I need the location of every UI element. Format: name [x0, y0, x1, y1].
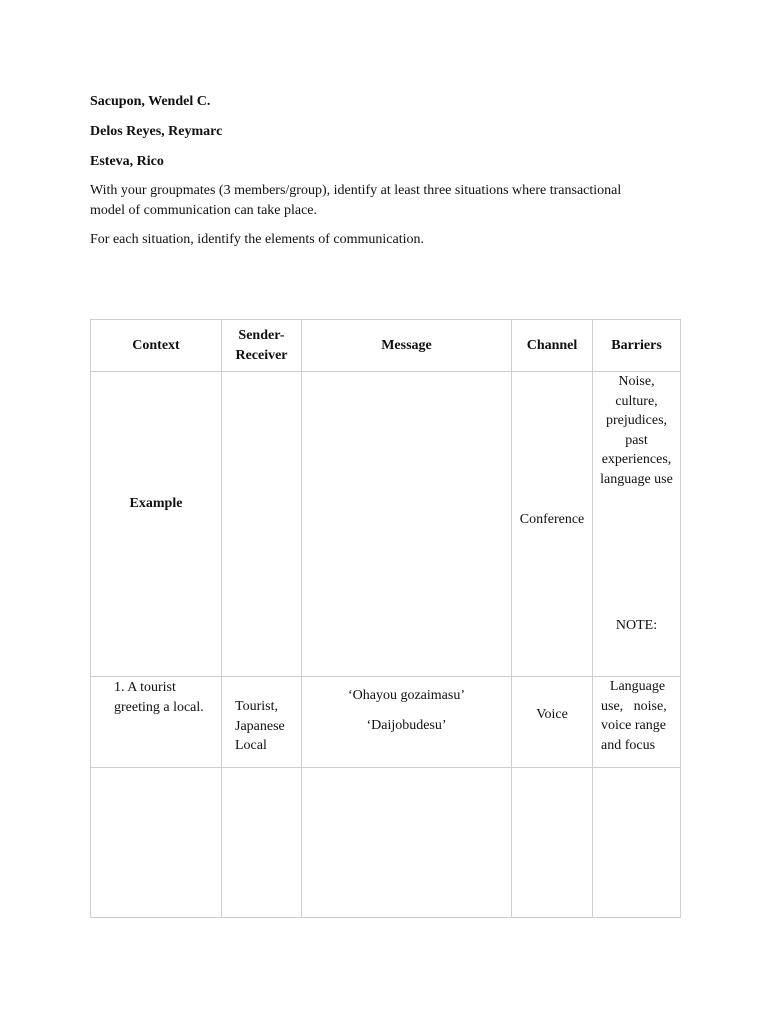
header-sender-line: Sender- — [238, 328, 285, 343]
row1-sender-text — [235, 697, 285, 756]
barrier-line: Noise, — [618, 374, 655, 389]
barrier-line: and focus — [601, 737, 656, 753]
barrier-line: prejudices, — [605, 413, 668, 428]
header-channel: Channel — [512, 320, 593, 372]
cell-row2-barriers — [593, 768, 681, 918]
row1-message-1: ‘Ohayou gozaimasu’ — [347, 688, 466, 703]
barrier-line: culture, — [615, 393, 658, 409]
cell-row2-context — [91, 768, 222, 918]
barrier-line: voice range — [601, 718, 666, 733]
example-label: Example — [129, 496, 183, 511]
cell-example-barriers — [593, 372, 681, 677]
cell-row2-channel — [512, 768, 593, 918]
barrier-line: language use — [600, 471, 673, 487]
barrier-line: experiences, — [601, 452, 672, 467]
barrier-line: past — [625, 432, 648, 448]
cell-row1-sender — [222, 677, 302, 768]
cell-row2-sender — [222, 768, 302, 918]
example-channel-text: Conference — [519, 512, 585, 527]
row1-context-text — [114, 678, 204, 717]
barrier-line: use, noise, — [601, 698, 667, 714]
context-line: 1. A tourist — [114, 680, 176, 695]
sender-line: Japanese — [235, 718, 285, 734]
header-message: Message — [302, 320, 512, 372]
sender-line: Local — [235, 738, 267, 753]
communication-table — [90, 319, 681, 918]
cell-example-channel — [512, 372, 593, 677]
header-sender-receiver — [222, 320, 302, 372]
author-name-2: Delos Reyes, Reymarc — [90, 124, 223, 139]
row1-message-2: ‘Daijobudesu’ — [366, 718, 447, 733]
table-row-example — [91, 372, 681, 677]
header-receiver-line: Receiver — [235, 347, 288, 363]
row1-barriers-text — [601, 677, 674, 755]
instruction-paragraph — [90, 181, 690, 221]
header-barriers: Barriers — [593, 320, 681, 372]
instruction-paragraph-2: For each situation, identify the elements of communication. — [90, 232, 424, 247]
row1-channel-text: Voice — [536, 707, 568, 722]
cell-row2-message — [302, 768, 512, 918]
cell-row1-barriers — [593, 677, 681, 768]
instruction-line: model of communication can take place. — [90, 203, 318, 218]
cell-example-message — [302, 372, 512, 677]
example-barriers-text — [593, 372, 680, 489]
table-row-1 — [91, 677, 681, 768]
example-note: NOTE: — [615, 618, 658, 633]
instruction-line: With your groupmates (3 members/group), identify at least three situations where transactional — [90, 183, 622, 198]
sender-line: Tourist, — [235, 699, 278, 714]
cell-row1-message — [302, 677, 512, 768]
table-header-row — [91, 320, 681, 372]
table-row-2-empty — [91, 768, 681, 918]
cell-example-context — [91, 372, 222, 677]
context-line: greeting a local. — [114, 699, 204, 715]
barrier-line: Language — [609, 679, 666, 694]
cell-row1-channel — [512, 677, 593, 768]
author-name-3: Esteva, Rico — [90, 154, 164, 169]
author-name-1: Sacupon, Wendel C. — [90, 94, 211, 109]
cell-example-sender — [222, 372, 302, 677]
cell-row1-context — [91, 677, 222, 768]
header-context: Context — [91, 320, 222, 372]
